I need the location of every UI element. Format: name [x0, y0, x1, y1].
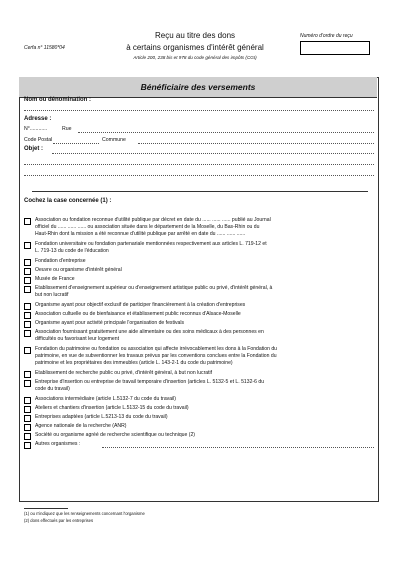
checkbox[interactable]: [24, 380, 31, 387]
checkbox[interactable]: [24, 286, 31, 293]
footnote-1: (1) ou n'indiquez que les renseignements concernant l'organisme: [24, 511, 145, 516]
option-text: Organisme ayant pour activité principale l'organisation de festivals: [35, 320, 185, 326]
object-field-line-3[interactable]: [24, 175, 374, 176]
postal-field[interactable]: [53, 143, 99, 144]
checkbox[interactable]: [24, 371, 31, 378]
checkbox[interactable]: [24, 406, 31, 413]
option-text: patrimoine et les propriétaires des immeubles (article L. 143-2-1 du code du patrimoine): [35, 360, 233, 367]
footnote-rule: [24, 508, 68, 509]
title-line-2: à certains organismes d'intérêt général: [126, 43, 264, 52]
other-organisms-field[interactable]: [102, 447, 374, 448]
option-text: Musée de France: [35, 276, 75, 282]
checkbox[interactable]: [24, 218, 31, 225]
checkbox[interactable]: [24, 312, 31, 319]
number-label: N°............: [24, 126, 48, 132]
name-label: Nom ou dénomination :: [24, 97, 91, 103]
checkbox[interactable]: [24, 268, 31, 275]
separator-line: [32, 191, 368, 192]
checkbox[interactable]: [24, 433, 31, 440]
subtitle: Article 200, 238 bis et 978 du code général des impôts (CGI): [133, 55, 257, 60]
option-text: Association ou fondation reconnue d'utilité publique par décret en date du ...... ...... ...... publié au Journal: [35, 217, 271, 223]
option-text: Société ou organisme agréé de recherche scientifique ou technique (2): [35, 432, 195, 438]
option-text: but non lucratif: [35, 292, 69, 299]
checkbox[interactable]: [24, 330, 31, 337]
option-text: Association cultuelle ou de bienfaisance et établissement public reconnus d'Alsace-Moselle: [35, 311, 241, 317]
checkbox[interactable]: [24, 347, 31, 354]
option-text: L. 719-13 du code de l'éducation: [35, 248, 109, 255]
receipt-number-label: Numéro d'ordre du reçu: [300, 33, 353, 39]
title-line-1: Reçu au titre des dons: [154, 31, 236, 40]
checkbox[interactable]: [24, 442, 31, 449]
checkbox[interactable]: [24, 242, 31, 249]
option-text: code du travail): [35, 386, 70, 393]
option-text: Organisme ayant pour objectif exclusif de participer financièrement à la création d'entreprises: [35, 302, 246, 308]
footnote-2: (2) dons effectués par les entreprises: [24, 518, 94, 523]
checkbox[interactable]: [24, 415, 31, 422]
object-label: Objet :: [24, 146, 43, 152]
option-text: Associations intermédiaire (article L.5132-7 du code du travail): [35, 396, 176, 402]
address-label: Adresse :: [24, 116, 52, 122]
checkbox[interactable]: [24, 259, 31, 266]
option-text: Haut-Rhin dont la mission a été reconnue d'utilité publique par arrêté en date du ...... ...... ......: [35, 231, 246, 238]
checkbox[interactable]: [24, 424, 31, 431]
option-text: patrimoine, en vue de subventionner les travaux prévus par les conventions conclues entre la Fondation du: [35, 353, 277, 360]
check-label: Cochez la case concernée (1) :: [24, 198, 112, 204]
commune-field[interactable]: [138, 143, 374, 144]
object-field-line-1[interactable]: [52, 153, 374, 154]
object-field-line-2[interactable]: [24, 164, 374, 165]
option-text: Autres organismes :: [35, 441, 81, 447]
checkbox[interactable]: [24, 321, 31, 328]
postal-label: Code Postal: [24, 137, 53, 143]
option-text: Etablissement de recherche public ou privé, d'intérêt général, à but non lucratif: [35, 370, 213, 376]
receipt-number-field[interactable]: [300, 41, 370, 55]
option-text: Fondation d'entreprise: [35, 258, 86, 264]
commune-label: Commune: [102, 137, 126, 143]
option-text: Agence nationale de la recherche (ANR): [35, 423, 127, 429]
option-text: Fondation du patrimoine ou fondation ou association qui affecte irrévocablement les dons à la Fondation du: [35, 346, 278, 352]
street-field[interactable]: [78, 132, 374, 133]
name-field[interactable]: [24, 110, 374, 111]
option-text: officiel du ...... ...... ...... ou association située dans le département de la Moselle, du Bas-Rhin ou du: [35, 224, 260, 231]
option-text: Association fournissant gratuitement une aide alimentaire ou des soins médicaux à des personnes en: [35, 329, 264, 335]
option-text: Entreprise d'insertion ou entreprise de travail temporaire d'insertion (articles L. 5132-5 et L. 5132-6 du: [35, 379, 265, 385]
checkbox[interactable]: [24, 277, 31, 284]
cerfa-number: Cerfa n° 11580*04: [24, 45, 65, 51]
section-title: Bénéficiaire des versements: [19, 77, 377, 98]
option-text: Ateliers et chantiers d'insertion (article L.5132-15 du code du travail): [35, 405, 189, 411]
checkbox[interactable]: [24, 303, 31, 310]
option-text: Fondation universitaire ou fondation partenariale mentionnées respectivement aux articles L. 719-12 et: [35, 241, 267, 247]
option-text: Oeuvre ou organisme d'intérêt général: [35, 267, 122, 273]
option-text: Etablissement d'enseignement supérieur ou d'enseignement artistique public ou privé, d'intérêt général, à: [35, 285, 273, 291]
option-text: difficultés ou favorisant leur logement: [35, 336, 119, 343]
option-text: Entreprises adaptées (article L.5213-13 du code du travail): [35, 414, 168, 420]
checkbox[interactable]: [24, 397, 31, 404]
street-label: Rue: [62, 126, 72, 132]
